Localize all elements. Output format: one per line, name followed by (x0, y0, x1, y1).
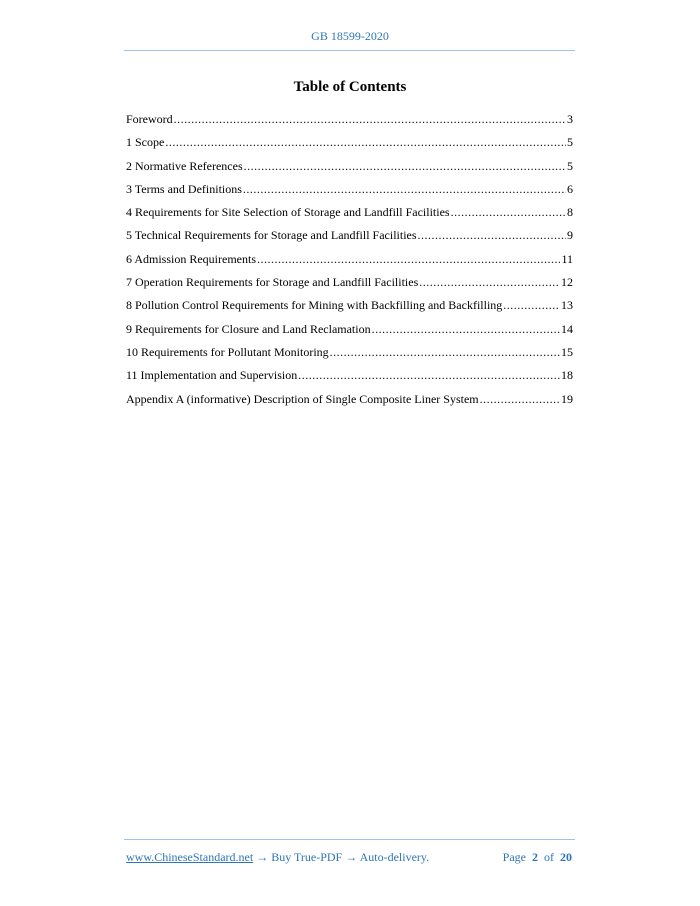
toc-entry-page-number: 6 (567, 181, 573, 196)
toc-entry-page-number: 9 (567, 228, 573, 243)
total-pages-number: 20 (560, 850, 572, 864)
toc-entry-page-number: 5 (567, 158, 573, 173)
toc-entry-label: 2 Normative References (126, 158, 243, 173)
toc-entry-page-number: 18 (561, 368, 573, 383)
running-header (0, 29, 700, 44)
toc-entry-page-number: 5 (567, 135, 573, 150)
toc-entry[interactable] (126, 205, 573, 228)
toc-entry-page-number: 19 (561, 391, 573, 406)
toc-dot-leader (480, 392, 560, 406)
toc-entry-label: 3 Terms and Definitions (126, 181, 242, 196)
toc-entry[interactable] (126, 228, 573, 251)
toc-dot-leader (174, 112, 566, 126)
toc-entry[interactable] (126, 322, 573, 345)
toc-entry-label: 9 Requirements for Closure and Land Reclamation (126, 321, 371, 336)
arrow-right-icon: → (253, 850, 272, 864)
toc-entry-label: 6 Admission Requirements (126, 251, 256, 266)
toc-entry-page-number: 15 (561, 344, 573, 359)
toc-entry[interactable] (126, 275, 573, 298)
toc-entry-label: 8 Pollution Control Requirements for Mining with Backfilling and Backfilling (126, 298, 503, 313)
toc-entry-page-number: 8 (567, 205, 573, 220)
toc-dot-leader (330, 345, 560, 359)
toc-dot-leader (503, 298, 560, 312)
toc-entry[interactable] (126, 135, 573, 158)
arrow-right-icon: → (342, 850, 360, 864)
toc-dot-leader (244, 159, 566, 173)
toc-entry-page-number: 14 (561, 321, 573, 336)
toc-dot-leader (372, 322, 560, 336)
footer-divider (124, 839, 575, 840)
header-divider (124, 50, 575, 51)
current-page-number: 2 (532, 850, 538, 864)
toc-dot-leader (451, 205, 566, 219)
toc-entry-label: 4 Requirements for Site Selection of Storage and Landfill Facilities (126, 205, 450, 220)
toc-entry-page-number: 12 (561, 275, 573, 290)
toc-entry-label: 1 Scope (126, 135, 165, 150)
toc-entry-label: 5 Technical Requirements for Storage and Landfill Facilities (126, 228, 417, 243)
toc-entry[interactable] (126, 368, 573, 391)
delivery-text: Auto-delivery. (359, 850, 430, 864)
footer-promo (126, 850, 429, 865)
toc-title: Table of Contents (293, 79, 407, 95)
buy-text: Buy True-PDF (271, 850, 343, 864)
toc-entry[interactable] (126, 252, 573, 275)
toc-entry-page-number: 13 (561, 298, 573, 313)
toc-entry-label: 11 Implementation and Supervision (126, 368, 298, 383)
toc-entry[interactable] (126, 392, 573, 415)
page-word: Page (502, 850, 526, 864)
toc-entry[interactable] (126, 298, 573, 321)
toc-entry-label: Foreword (126, 112, 173, 126)
toc-entry-label: Appendix A (informative) Description of Single Composite Liner System (126, 391, 479, 406)
standard-code: GB 18599-2020 (311, 29, 389, 43)
toc-entry[interactable] (126, 345, 573, 368)
toc-entry[interactable] (126, 159, 573, 182)
toc-entry-label: 7 Operation Requirements for Storage and Landfill Facilities (126, 275, 419, 290)
toc-dot-leader (419, 275, 560, 289)
toc-entry[interactable] (126, 182, 573, 205)
toc-entry-label: 10 Requirements for Pollutant Monitoring (126, 344, 329, 359)
toc-entry-page-number: 3 (567, 112, 573, 126)
toc-dot-leader (298, 368, 560, 382)
site-link[interactable]: www.ChineseStandard.net (126, 850, 254, 864)
page-indicator (503, 850, 572, 865)
toc-dot-leader (418, 228, 566, 242)
toc-dot-leader (243, 182, 566, 196)
toc-dot-leader (257, 252, 560, 266)
toc-entry[interactable] (126, 112, 573, 135)
table-of-contents (126, 112, 573, 415)
toc-entry-page-number: 11 (561, 251, 573, 266)
of-word: of (544, 850, 554, 864)
toc-dot-leader (165, 135, 566, 149)
